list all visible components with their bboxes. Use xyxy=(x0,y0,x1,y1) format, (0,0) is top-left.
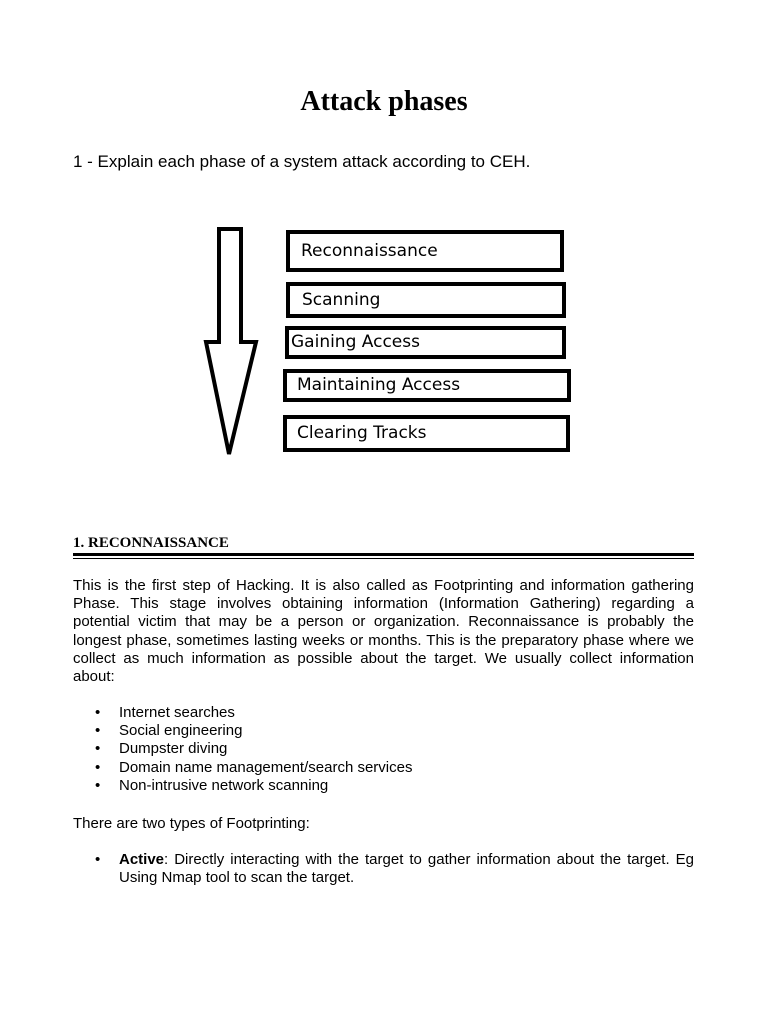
bullet-icon: • xyxy=(95,776,101,794)
phase-box-clearing-tracks xyxy=(283,415,570,452)
list-item: • Domain name management/search services xyxy=(95,758,413,776)
phase-label: Gaining Access xyxy=(291,332,420,352)
type-description: : Directly interacting with the target to gather information about the target. Eg Using Nmap tool to scan the target. xyxy=(119,851,694,887)
bullet-icon: • xyxy=(95,704,101,721)
footprinting-types-list xyxy=(73,851,694,887)
page-title: Attack phases xyxy=(300,86,468,117)
bullet-icon: • xyxy=(95,758,101,776)
list-item: • Non-intrusive network scanning xyxy=(95,776,329,794)
bullet-icon: • xyxy=(95,851,101,868)
phase-label: Maintaining Access xyxy=(297,375,461,395)
list-item: • Social engineering xyxy=(95,722,243,740)
heading-rule-thin xyxy=(73,558,694,559)
bullet-icon: • xyxy=(95,740,101,758)
phase-box-gaining-access xyxy=(285,326,566,359)
phase-label: Scanning xyxy=(302,289,381,310)
section-heading: 1. RECONNAISSANCE xyxy=(73,535,229,551)
list-item xyxy=(73,851,694,887)
type-term: Active xyxy=(119,851,165,868)
info-source-list xyxy=(73,704,694,795)
phase-box-maintaining-access xyxy=(283,369,571,402)
phase-box-scanning xyxy=(286,282,566,318)
phase-label: Reconnaissance xyxy=(301,240,438,261)
list-item: • Dumpster diving xyxy=(95,740,228,758)
down-arrow-icon xyxy=(200,222,270,462)
question-text: 1 - Explain each phase of a system attack according to CEH. xyxy=(73,152,531,171)
heading-rule-thick xyxy=(73,553,694,556)
list-item: • Internet searches xyxy=(95,704,235,721)
phase-box-reconnaissance xyxy=(286,230,564,272)
attack-phases-diagram xyxy=(200,222,580,462)
phase-label: Clearing Tracks xyxy=(297,423,427,443)
intro-paragraph: This is the first step of Hacking. It is also called as Footprinting and information gathering Phase. This stage involves obtaining information (Information Gathering) regarding a potential victim that may be a person or organization. Reconnaissance is probably the longest phase, sometimes lasting weeks or months. This is the preparatory phase where we collect as much information as possible about the target. We usually collect information about: xyxy=(73,577,694,686)
bullet-icon: • xyxy=(95,722,101,740)
footprinting-types-intro: There are two types of Footprinting: xyxy=(73,815,310,832)
